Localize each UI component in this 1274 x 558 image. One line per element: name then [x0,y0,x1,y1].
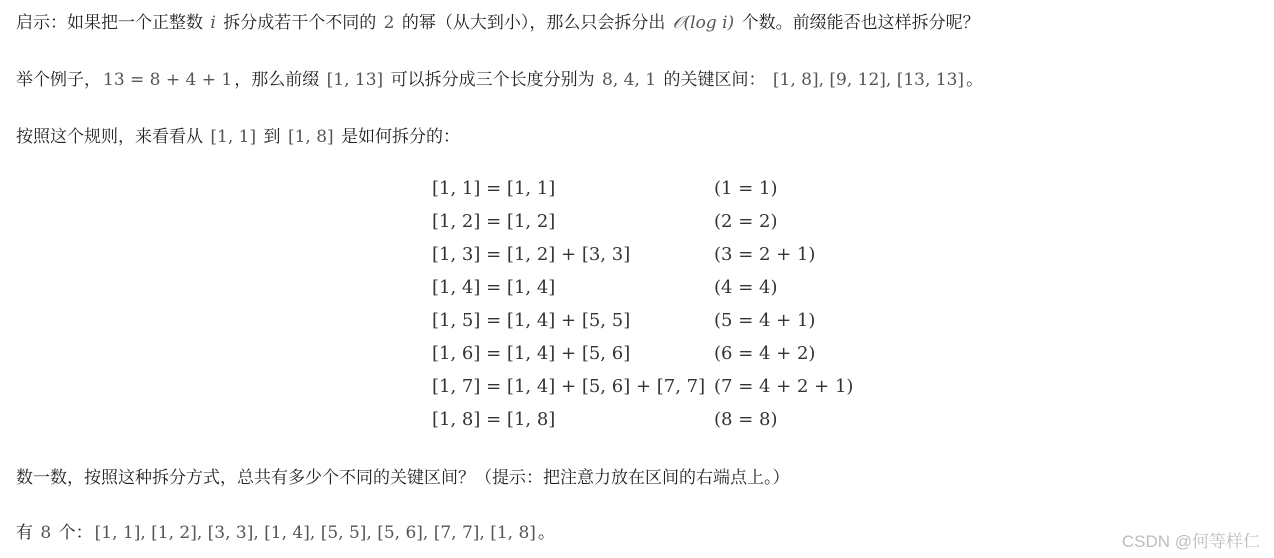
rule-paragraph [16,124,460,150]
rule-text-3: 是如何拆分的： [341,127,461,147]
equation-rhs: (8 = 8) [714,409,778,430]
equation-row [432,271,853,304]
math-i: i [210,13,216,33]
equation-lhs: [1, 3] = [1, 2] + [3, 3] [432,244,631,265]
equation-row [432,205,853,238]
equation-rhs: (2 = 2) [714,211,778,232]
answer-text-1: 有 [16,523,33,543]
math-prefix: [1, 13] [326,70,384,90]
rule-text-1: 按照这个规则，来看看从 [16,127,203,147]
math-sum: 13 = 8 + 4 + 1 [103,70,233,90]
equation-rhs: (6 = 4 + 2) [714,343,816,364]
equation-rhs: (5 = 4 + 1) [714,310,816,331]
equation-row [432,337,853,370]
equation-lhs: [1, 1] = [1, 1] [432,178,556,199]
example-text-3: 可以拆分成三个长度分别为 [390,70,595,90]
equation-row [432,172,853,205]
csdn-watermark: CSDN @何等样仁 [1121,532,1260,551]
example-text-2: ，那么前缀 [234,70,320,90]
equation-row [432,238,853,271]
equation-lhs: [1, 4] = [1, 4] [432,277,556,298]
hint-text-1: 启示：如果把一个正整数 [16,13,203,33]
equation-rhs: (7 = 4 + 2 + 1) [714,376,854,397]
equation-lhs: [1, 8] = [1, 8] [432,409,556,430]
math-interval-list: [1, 1], [1, 2], [3, 3], [1, 4], [5, 5], [5, 6], [7, 7], [1, 8] [94,523,536,543]
answer-text-2: 个： [58,523,93,543]
question-text: 数一数，按照这种拆分方式，总共有多少个不同的关键区间？（提示：把注意力放在区间的右端点上。） [16,468,790,488]
math-count: 8 [40,523,52,543]
rule-text-2: 到 [263,127,281,147]
equation-block [432,172,853,436]
math-to: [1, 8] [287,127,334,147]
equation-lhs: [1, 6] = [1, 4] + [5, 6] [432,343,631,364]
equation-row [432,370,853,403]
equation-row [432,403,853,436]
equation-row [432,304,853,337]
answer-paragraph [16,520,555,546]
hint-text-3: 的幂（从大到小），那么只会拆分出 [401,13,666,33]
hint-paragraph [16,10,980,36]
hint-text-4: 个数。前缀能否也这样拆分呢？ [741,13,980,33]
math-two: 2 [383,13,395,33]
equation-lhs: [1, 2] = [1, 2] [432,211,556,232]
example-text-1: 举个例子， [16,70,101,90]
equation-rhs: (4 = 4) [714,277,778,298]
math-big-o: 𝒪(log i) [672,13,735,33]
answer-text-3: 。 [537,523,555,543]
example-paragraph [16,67,983,93]
math-from: [1, 1] [210,127,257,147]
hint-text-2: 拆分成若干个不同的 [223,13,377,33]
example-text-5: 。 [966,70,984,90]
math-lengths: 8, 4, 1 [602,70,657,90]
question-paragraph [16,465,790,491]
math-key-intervals: [1, 8], [9, 12], [13, 13] [772,70,965,90]
equation-lhs: [1, 7] = [1, 4] + [5, 6] + [7, 7] [432,376,706,397]
equation-lhs: [1, 5] = [1, 4] + [5, 5] [432,310,631,331]
example-text-4: 的关键区间： [663,70,766,90]
equation-rhs: (1 = 1) [714,178,778,199]
equation-rhs: (3 = 2 + 1) [714,244,816,265]
